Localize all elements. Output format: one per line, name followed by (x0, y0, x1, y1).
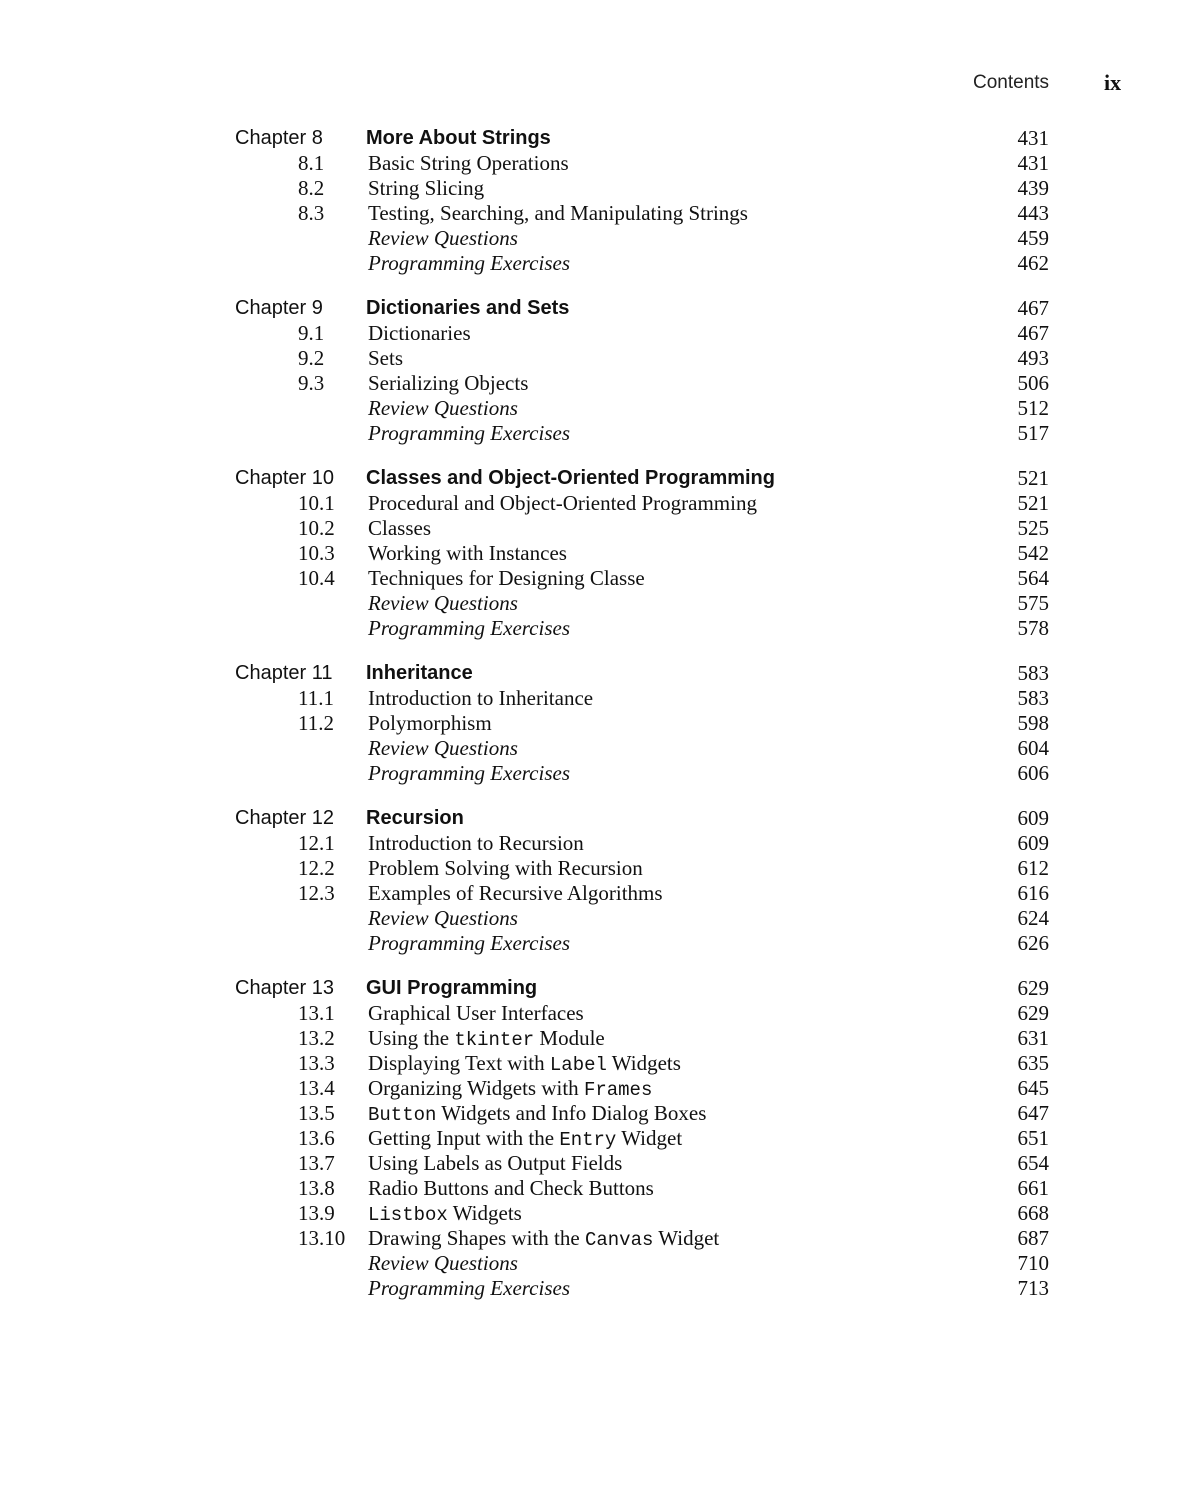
page-number: ix (1104, 70, 1122, 95)
chapter-title: GUI Programming (366, 977, 538, 999)
title-text: Examples of Recursive Algorithms (368, 881, 663, 905)
section-title (368, 711, 492, 736)
running-header-label: Contents (973, 72, 1050, 93)
section-page-number: 462 (1017, 251, 1049, 275)
toc-entry[interactable] (0, 176, 1200, 201)
chapter-page-number: 609 (1017, 806, 1049, 830)
section-number: 12.2 (298, 856, 335, 880)
title-text: Widgets (447, 1201, 522, 1225)
title-text: Module (534, 1026, 605, 1050)
section-title (368, 566, 645, 591)
toc-entry[interactable] (0, 1101, 1200, 1126)
chapter-block (0, 126, 1200, 276)
section-page-number: 506 (1017, 371, 1049, 395)
section-page-number: 598 (1017, 711, 1049, 735)
title-text: Programming Exercises (368, 421, 570, 445)
chapter-page-number: 431 (1017, 126, 1049, 150)
section-title (368, 1126, 682, 1153)
section-page-number: 606 (1017, 761, 1049, 785)
section-page-number: 651 (1017, 1126, 1049, 1150)
code-term: Label (549, 1054, 607, 1076)
toc-entry[interactable] (0, 566, 1200, 591)
code-term: Frames (583, 1079, 653, 1101)
section-title (368, 1226, 719, 1253)
section-title (368, 541, 567, 566)
section-title (368, 346, 403, 371)
section-page-number: 493 (1017, 346, 1049, 370)
title-text: Programming Exercises (368, 1276, 570, 1300)
title-text: Graphical User Interfaces (368, 1001, 584, 1025)
title-text: Introduction to Inheritance (368, 686, 594, 710)
title-text: Review Questions (368, 226, 518, 250)
chapter-block (0, 661, 1200, 786)
section-page-number: 616 (1017, 881, 1049, 905)
title-text: Problem Solving with Recursion (368, 856, 643, 880)
chapter-title: Inheritance (366, 662, 473, 684)
section-title (368, 856, 643, 881)
chapter-page-number: 521 (1017, 466, 1049, 490)
title-text: Polymorphism (368, 711, 492, 735)
title-text: Widget (653, 1226, 720, 1250)
title-text: Introduction to Recursion (368, 831, 584, 855)
chapter-page-number: 583 (1017, 661, 1049, 685)
toc-entry[interactable] (0, 151, 1200, 176)
section-number: 13.1 (298, 1001, 335, 1025)
section-page-number: 583 (1017, 686, 1049, 710)
chapter-block (0, 976, 1200, 1301)
section-title (368, 1051, 681, 1078)
toc-entry[interactable] (0, 1226, 1200, 1251)
section-title (368, 1201, 522, 1228)
toc-entry[interactable] (0, 616, 1200, 641)
toc-entry[interactable] (0, 226, 1200, 251)
toc-entry[interactable] (0, 711, 1200, 736)
title-text: Procedural and Object-Oriented Programming (368, 491, 757, 515)
section-title (368, 931, 570, 956)
toc-entry[interactable] (0, 931, 1200, 956)
code-term: Button (368, 1104, 437, 1126)
section-page-number: 512 (1017, 396, 1049, 420)
title-text: Dictionaries (368, 321, 471, 345)
section-title (368, 226, 518, 251)
section-title (368, 831, 584, 856)
section-page-number: 564 (1017, 566, 1049, 590)
section-page-number: 431 (1017, 151, 1049, 175)
section-number: 13.4 (298, 1076, 335, 1100)
section-number: 13.6 (298, 1126, 335, 1150)
chapter-page-number: 467 (1017, 296, 1049, 320)
toc-entry[interactable] (0, 906, 1200, 931)
chapter-label: Chapter 11 (235, 662, 333, 684)
section-title (368, 591, 518, 616)
section-title (368, 321, 471, 346)
section-number: 10.3 (298, 541, 335, 565)
toc-entry[interactable] (0, 1076, 1200, 1101)
toc-entry[interactable] (0, 396, 1200, 421)
chapter-block (0, 296, 1200, 446)
section-number: 8.2 (298, 176, 325, 200)
title-text: Getting Input with the (368, 1126, 560, 1150)
toc-entry[interactable] (0, 251, 1200, 276)
chapter-heading[interactable] (0, 126, 1200, 151)
section-number: 8.3 (298, 201, 325, 225)
title-text: Widget (616, 1126, 683, 1150)
section-title (368, 396, 518, 421)
section-number: 11.2 (298, 711, 334, 735)
section-title (368, 371, 528, 396)
toc-entry[interactable] (0, 1126, 1200, 1151)
toc-entry[interactable] (0, 541, 1200, 566)
title-text: Using Labels as Output Fields (368, 1151, 623, 1175)
title-text: Review Questions (368, 1251, 518, 1275)
chapter-heading[interactable] (0, 976, 1200, 1001)
section-number: 11.1 (298, 686, 334, 710)
section-number: 9.3 (298, 371, 325, 395)
chapter-label: Chapter 13 (235, 977, 334, 999)
section-title (368, 151, 569, 176)
chapter-block (0, 806, 1200, 956)
code-term: Canvas (584, 1229, 654, 1251)
section-page-number: 631 (1017, 1026, 1049, 1050)
title-text: Programming Exercises (368, 931, 570, 955)
chapter-label: Chapter 12 (235, 807, 334, 829)
chapter-title: Dictionaries and Sets (366, 297, 570, 319)
title-text: Displaying Text with (368, 1051, 550, 1075)
toc-entry[interactable] (0, 1051, 1200, 1076)
section-number: 10.1 (298, 491, 335, 515)
code-term: Listbox (368, 1204, 448, 1226)
section-page-number: 575 (1017, 591, 1049, 615)
section-title (368, 1076, 652, 1103)
title-text: Sets (368, 346, 404, 370)
section-page-number: 645 (1017, 1076, 1049, 1100)
section-page-number: 713 (1017, 1276, 1049, 1300)
section-number: 10.2 (298, 516, 335, 540)
section-page-number: 443 (1017, 201, 1049, 225)
chapter-title: Recursion (366, 807, 464, 829)
section-page-number: 654 (1017, 1151, 1049, 1175)
toc-entry[interactable] (0, 371, 1200, 396)
toc-entry[interactable] (0, 321, 1200, 346)
section-title (368, 1251, 518, 1276)
title-text: Radio Buttons and Check Buttons (368, 1176, 654, 1200)
chapter-label: Chapter 10 (235, 467, 334, 489)
title-text: Serializing Objects (368, 371, 529, 395)
toc-entry[interactable] (0, 516, 1200, 541)
title-text: Review Questions (368, 906, 518, 930)
toc-entry[interactable] (0, 1001, 1200, 1026)
title-text: Widgets and Info Dialog Boxes (436, 1101, 707, 1125)
section-page-number: 525 (1017, 516, 1049, 540)
chapter-heading[interactable] (0, 806, 1200, 831)
section-title (368, 736, 518, 761)
toc-entry[interactable] (0, 761, 1200, 786)
toc-entry[interactable] (0, 1176, 1200, 1201)
section-page-number: 710 (1017, 1251, 1049, 1275)
section-number: 12.3 (298, 881, 335, 905)
section-number: 8.1 (298, 151, 325, 175)
title-text: Drawing Shapes with the (368, 1226, 585, 1250)
section-title (368, 201, 748, 226)
toc-entry[interactable] (0, 856, 1200, 881)
toc-entry[interactable] (0, 1251, 1200, 1276)
title-text: Widgets (606, 1051, 681, 1075)
toc-entry[interactable] (0, 1151, 1200, 1176)
toc-entry[interactable] (0, 686, 1200, 711)
code-term: Entry (559, 1129, 617, 1151)
section-page-number: 661 (1017, 1176, 1049, 1200)
section-page-number: 612 (1017, 856, 1049, 880)
title-text: Programming Exercises (368, 251, 570, 275)
section-number: 13.10 (298, 1226, 346, 1250)
section-title (368, 1001, 584, 1026)
section-page-number: 609 (1017, 831, 1049, 855)
section-number: 13.7 (298, 1151, 335, 1175)
section-title (368, 881, 663, 906)
section-title (368, 686, 593, 711)
toc-entry[interactable] (0, 346, 1200, 371)
title-text: Review Questions (368, 591, 518, 615)
section-page-number: 647 (1017, 1101, 1049, 1125)
section-page-number: 635 (1017, 1051, 1049, 1075)
title-text: Programming Exercises (368, 761, 570, 785)
chapter-heading[interactable] (0, 296, 1200, 321)
section-page-number: 624 (1017, 906, 1049, 930)
chapter-title: Classes and Object-Oriented Programming (366, 467, 775, 489)
section-title (368, 616, 570, 641)
running-header (0, 70, 1200, 100)
section-title (368, 1026, 605, 1053)
section-number: 13.2 (298, 1026, 335, 1050)
title-text: Organizing Widgets with (368, 1076, 584, 1100)
title-text: String Slicing (368, 176, 485, 200)
title-text: Review Questions (368, 396, 518, 420)
chapter-label: Chapter 8 (235, 127, 323, 149)
chapter-block (0, 466, 1200, 641)
section-page-number: 517 (1017, 421, 1049, 445)
section-page-number: 521 (1017, 491, 1049, 515)
toc-entry[interactable] (0, 736, 1200, 761)
section-number: 9.1 (298, 321, 325, 345)
chapter-page-number: 629 (1017, 976, 1049, 1000)
section-page-number: 467 (1017, 321, 1049, 345)
title-text: Classes (368, 516, 431, 540)
toc-entry[interactable] (0, 1201, 1200, 1226)
section-title (368, 761, 570, 786)
title-text: Testing, Searching, and Manipulating Strings (368, 201, 748, 225)
toc-entry[interactable] (0, 831, 1200, 856)
section-number: 13.8 (298, 1176, 335, 1200)
section-page-number: 578 (1017, 616, 1049, 640)
section-title (368, 906, 518, 931)
chapter-title: More About Strings (366, 127, 551, 149)
section-title (368, 1176, 654, 1201)
section-number: 13.3 (298, 1051, 335, 1075)
table-of-contents (0, 126, 1200, 1321)
chapter-label: Chapter 9 (235, 297, 323, 319)
section-title (368, 251, 570, 276)
section-page-number: 459 (1017, 226, 1049, 250)
title-text: Programming Exercises (368, 616, 570, 640)
section-number: 9.2 (298, 346, 325, 370)
toc-entry[interactable] (0, 201, 1200, 226)
toc-entry[interactable] (0, 491, 1200, 516)
section-number: 13.5 (298, 1101, 335, 1125)
section-page-number: 629 (1017, 1001, 1049, 1025)
title-text: Techniques for Designing Classe (368, 566, 645, 590)
section-number: 12.1 (298, 831, 335, 855)
section-title (368, 1101, 706, 1128)
code-term: tkinter (454, 1029, 535, 1051)
toc-entry[interactable] (0, 881, 1200, 906)
section-title (368, 1151, 622, 1176)
section-title (368, 421, 570, 446)
section-title (368, 516, 431, 541)
toc-entry[interactable] (0, 421, 1200, 446)
section-number: 10.4 (298, 566, 335, 590)
section-page-number: 542 (1017, 541, 1049, 565)
title-text: Working with Instances (368, 541, 567, 565)
section-page-number: 668 (1017, 1201, 1049, 1225)
toc-entry[interactable] (0, 591, 1200, 616)
section-title (368, 491, 757, 516)
section-title (368, 1276, 570, 1301)
section-page-number: 604 (1017, 736, 1049, 760)
title-text: Review Questions (368, 736, 518, 760)
chapter-heading[interactable] (0, 661, 1200, 686)
toc-entry[interactable] (0, 1276, 1200, 1301)
section-number: 13.9 (298, 1201, 335, 1225)
section-page-number: 687 (1017, 1226, 1049, 1250)
toc-entry[interactable] (0, 1026, 1200, 1051)
section-title (368, 176, 484, 201)
title-text: Using the (368, 1026, 455, 1050)
title-text: Basic String Operations (368, 151, 569, 175)
chapter-heading[interactable] (0, 466, 1200, 491)
section-page-number: 626 (1017, 931, 1049, 955)
section-page-number: 439 (1017, 176, 1049, 200)
